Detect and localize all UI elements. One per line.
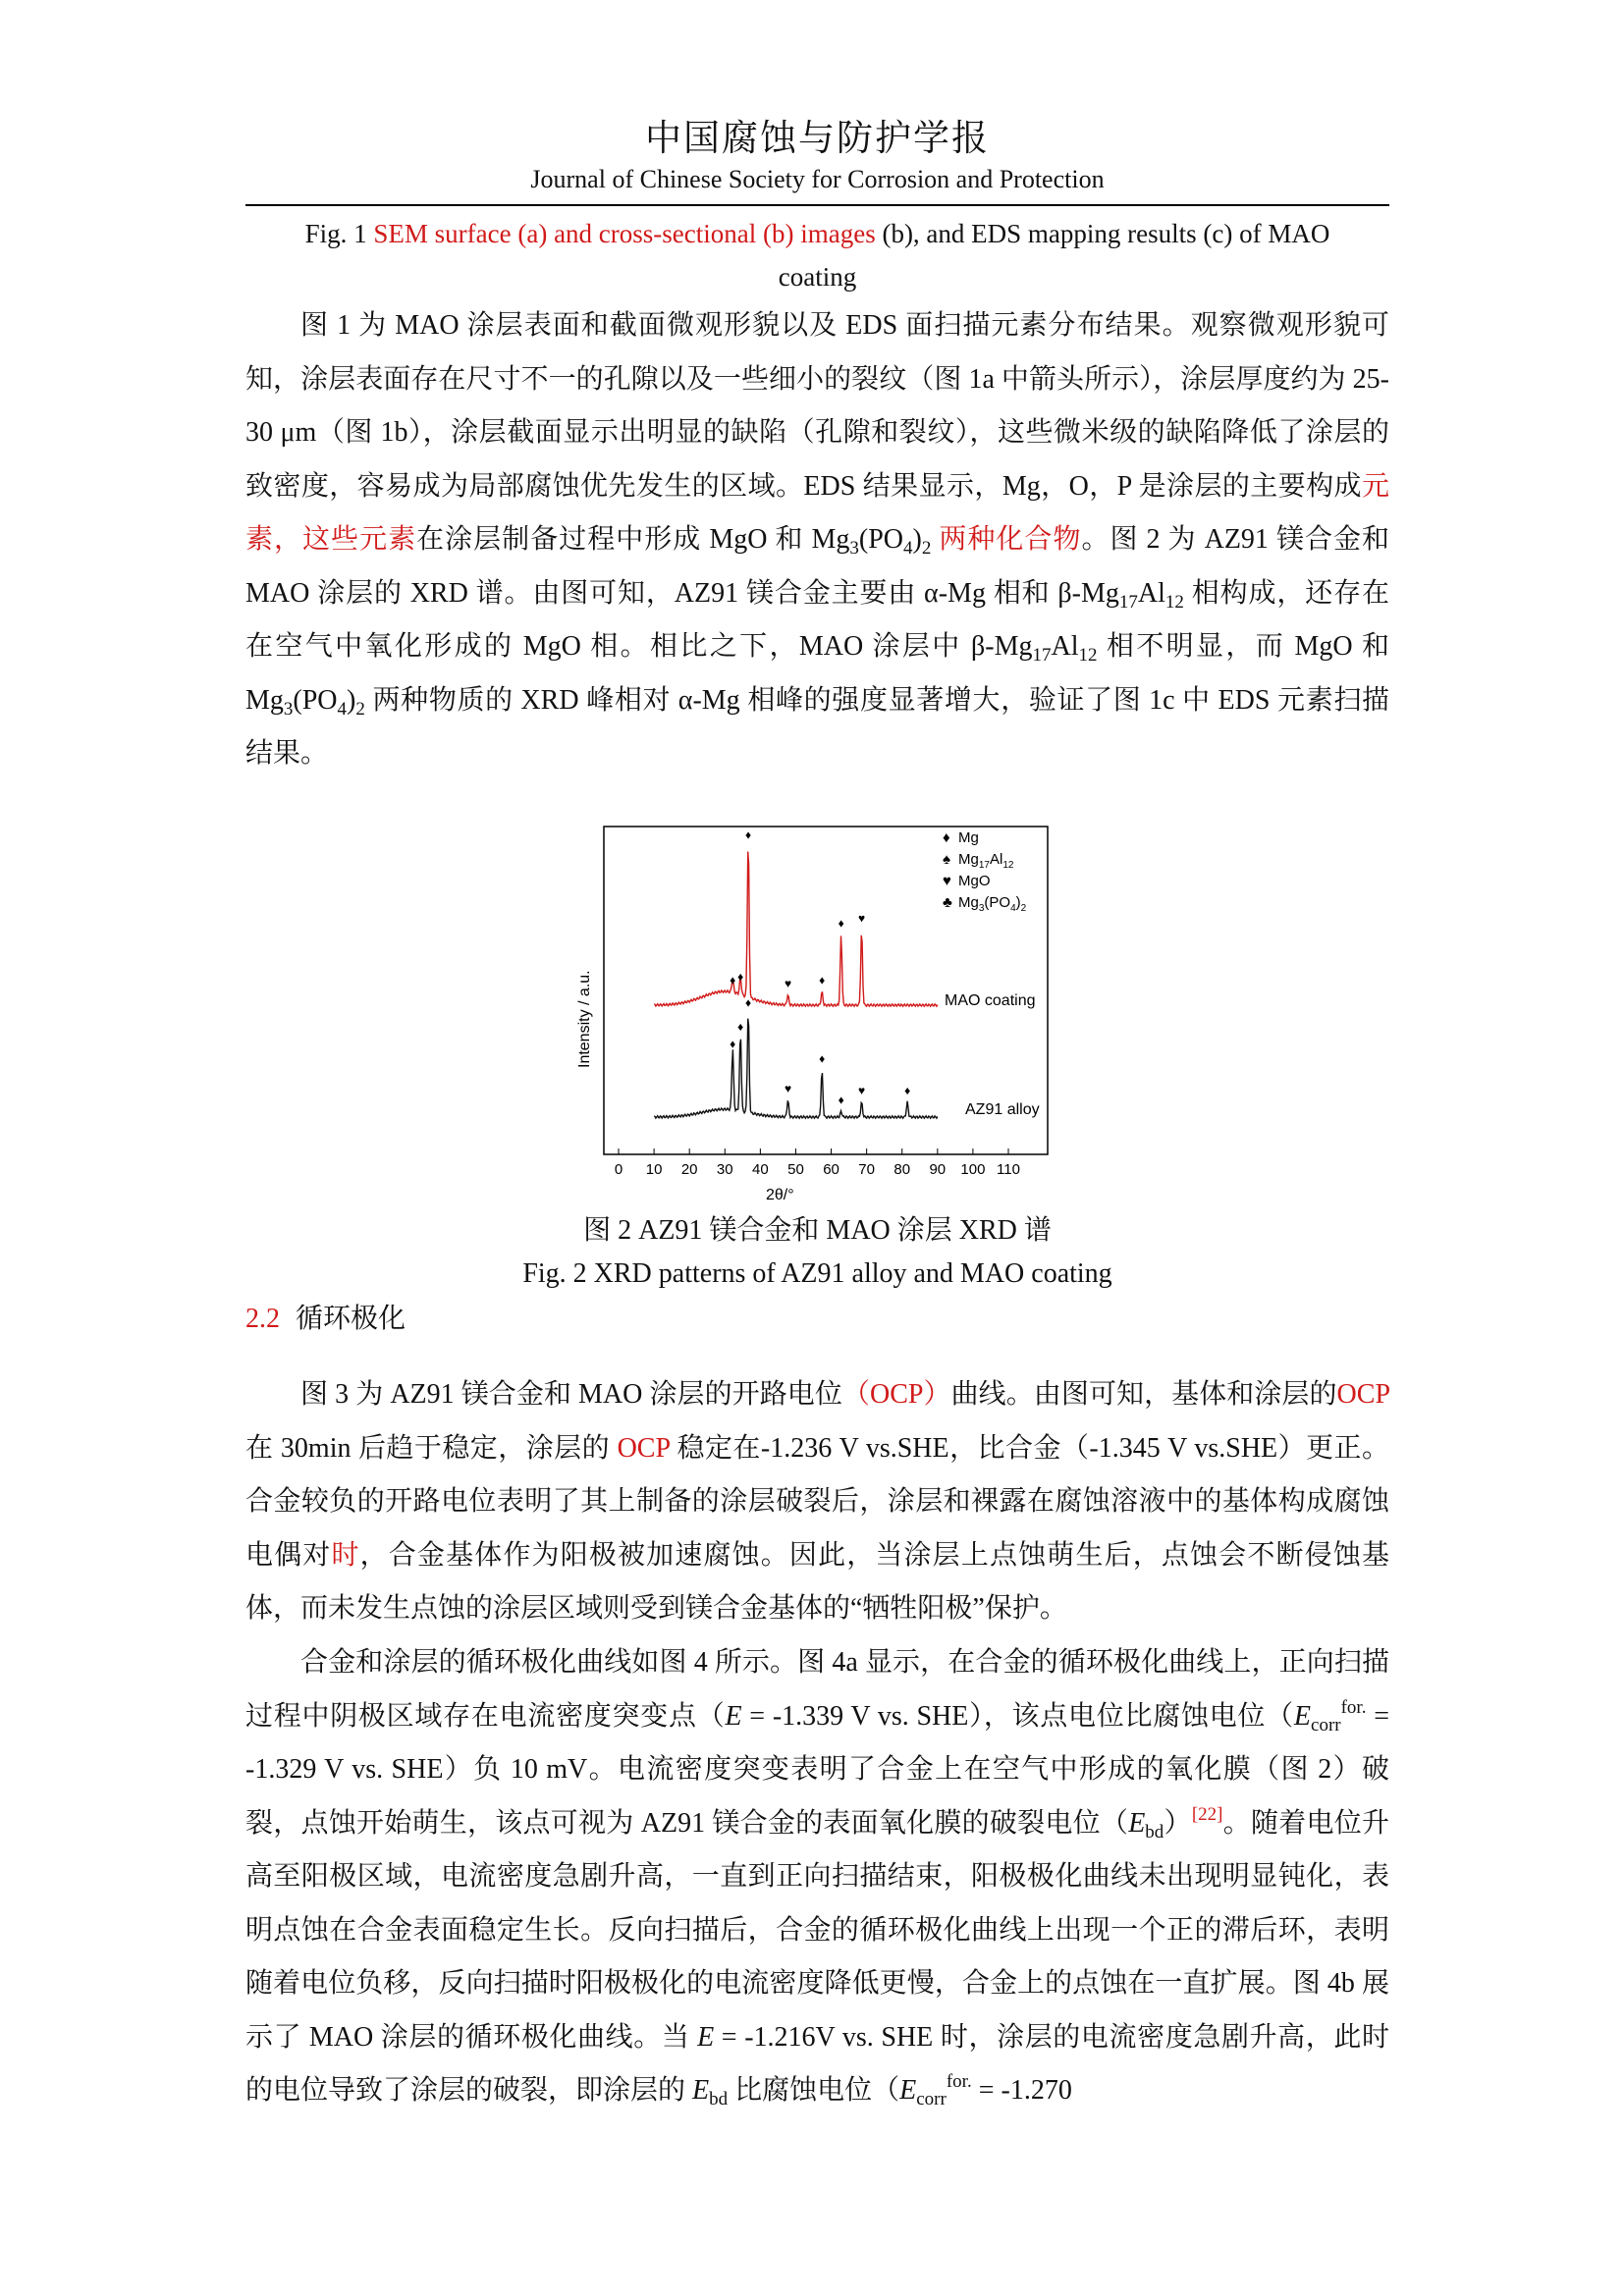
p2-text: 在 30min 后趋于稳定，涂层的 [245,1432,618,1464]
peak-marker: ♦ [838,916,844,931]
p1-sub: 2 [355,698,365,720]
paragraph-2 [245,1368,1389,1636]
peak-marker: ♦ [819,1051,826,1066]
x-tick-label: 10 [645,1161,663,1178]
legend-sub: 12 [1002,860,1014,871]
series-line-mao [654,852,938,1007]
legend-symbol-mg17al12: ♠ [943,851,950,868]
p3-text: = -1.329 V vs. SHE）负 10 mV。电流密度突变表明了合金上在空气中形成的氧化膜（图 2）破裂，点蚀开始萌生，该点可视为 AZ91 镁合金的表面氧化膜的破裂电位（ [245,1700,1389,1839]
legend-sub: 2 [1020,903,1027,914]
legend-label-mg3po42 [958,894,1027,914]
p1-sub: 12 [1078,645,1098,666]
p1-red-elements: 元素，这些元素 [245,470,1389,555]
peak-marker: ♥ [858,911,866,926]
p1-text: Al [1051,631,1079,662]
p2-red-ocp: OCP [617,1432,671,1464]
p3-symbol-e: E [692,2075,710,2106]
phase-markers [730,828,910,1107]
p2-text: 曲线。由图可知，基体和涂层的 [950,1379,1337,1410]
p1-text: 两种物质的 XRD 峰相对 α-Mg 相峰的强度显著增大，验证了图 1c 中 EDS 元素扫描结果。 [245,684,1389,769]
header-rule [245,204,1389,206]
p3-symbol-e: E [1128,1807,1146,1839]
legend-symbol-mg: ♦ [943,829,950,846]
peak-marker: ♦ [838,1093,844,1107]
p3-text: 比腐蚀电位（ [728,2075,900,2106]
p1-sub: 17 [1032,645,1052,666]
fig1-caption-prefix: Fig. 1 [304,219,374,248]
x-tick-label: 110 [997,1161,1020,1178]
legend-sub: 4 [1010,903,1016,914]
p2-text: 稳定在-1.236 V vs.SHE，比合金（-1.345 V vs.SHE）更正。合金较负的开路电位表明了其上制备的涂层破裂后，涂层和裸露在腐蚀溶液中的基体构成腐蚀电偶对 [245,1432,1390,1571]
peak-marker: ♦ [730,973,736,988]
p3-text: ） [1164,1807,1192,1839]
p3-sub: bd [709,2089,729,2109]
journal-title-en: Journal of Chinese Society for Corrosion and Protection [530,165,1105,193]
peak-marker: ♦ [819,973,826,988]
peak-marker: ♥ [784,976,792,990]
x-tick-label: 80 [893,1161,911,1178]
p1-text: (PO [293,684,338,716]
legend [943,829,1027,914]
paragraph-1 [245,299,1389,781]
peak-marker: ♦ [737,1020,744,1035]
p1-sub: 17 [1118,591,1138,613]
peak-marker: ♦ [745,995,752,1010]
x-tick-label: 100 [960,1161,986,1178]
p3-reference: [22] [1191,1803,1223,1825]
peak-marker: ♦ [904,1083,911,1097]
p1-sub: 3 [283,698,294,720]
p3-text: = -1.216V vs. SHE 时，涂层的电流密度急剧升高，此时的电位导致了涂层的破裂，即涂层的 [245,2021,1390,2106]
paragraph-3 [245,1636,1389,2118]
p3-sub: corr [1311,1714,1341,1735]
legend-symbol-mg3po42: ♣ [943,894,952,911]
fig1-caption [245,212,1389,298]
fig1-caption-highlight: SEM surface (a) and cross-sectional (b) images [373,219,876,248]
legend-text: Mg [958,851,979,868]
p2-text: 图 3 为 AZ91 镁合金和 MAO 涂层的开路电位 [300,1379,842,1410]
p2-red-ocp: OCP [1336,1379,1389,1410]
p3-sup: for. [1340,1696,1367,1718]
p2-red-time: 时 [331,1539,360,1571]
p1-sub: 4 [903,538,913,559]
p2-text: ，合金基体作为阳极被加速腐蚀。因此，当涂层上点蚀萌生后，点蚀会不断侵蚀基体，而未发生点蚀的涂层区域则受到镁合金基体的“牺牲阳极”保护。 [245,1539,1389,1624]
journal-title-cn: 中国腐蚀与防护学报 [645,119,990,159]
p1-text: 在涂层制备过程中形成 MgO 和 Mg [416,524,850,555]
p1-red-compounds: 两种化合物 [931,524,1082,555]
legend-sub: 3 [978,903,985,914]
x-tick-label: 90 [929,1161,947,1178]
x-tick-label: 30 [716,1161,733,1178]
legend-label-mg17al12 [958,851,1014,871]
peak-marker: ♦ [745,828,752,842]
p2-red-ocp: （OCP） [841,1379,951,1410]
p1-text: 相不明显，而 MgO 和 Mg [245,631,1389,716]
legend-text: Mg [958,894,979,911]
p1-text: (PO [858,524,904,555]
peak-marker: ♦ [730,1037,736,1051]
p3-symbol-e: E [899,2075,917,2106]
x-tick-label: 0 [614,1161,623,1178]
section-heading [245,1298,406,1341]
legend-text: (PO [984,894,1011,911]
x-tick-label: 60 [823,1161,839,1178]
x-tick-label: 70 [858,1161,875,1178]
section-title: 循环极化 [296,1304,406,1334]
p3-symbol-e: E [1293,1700,1312,1732]
fig2-caption-cn: 图 2 AZ91 镁合金和 MAO 涂层 XRD 谱 [583,1215,1052,1246]
p1-sub: 4 [337,698,348,720]
legend-text: Al [989,851,1003,868]
p3-symbol-e: E [725,1700,742,1732]
legend-symbol-mgo: ♥ [943,873,951,889]
fig1-caption-line2: coating [778,262,857,292]
p1-text: 。图 2 为 AZ91 镁合金和 MAO 涂层的 XRD 谱。由图可知，AZ91 镁合金主要由 α-Mg 相和 β-Mg [245,524,1389,609]
p1-sub: 12 [1164,591,1184,613]
legend-label-mg: Mg [958,829,979,846]
p1-text: 相构成，还存在在空气中氧化形成的 MgO 相。相比之下，MAO 涂层中 β-Mg [245,577,1389,662]
p1-text: ) [912,524,922,555]
y-axis-label: Intensity / a.u. [576,970,593,1068]
x-axis-ticks [615,1148,1020,1178]
peak-marker: ♦ [737,970,744,984]
series-label-mao: MAO coating [945,992,1036,1009]
p1-text: ) [347,684,356,716]
fig1-caption-rest: (b), and EDS mapping results (c) of MAO [875,219,1330,248]
xrd-figure [560,823,1070,1215]
p1-sub: 2 [921,538,932,559]
xrd-chart [560,823,1070,1215]
series-lines [654,852,938,1119]
p1-sub: 3 [849,538,859,559]
p3-sub: bd [1145,1821,1164,1842]
p3-text: = -1.270 [971,2075,1072,2106]
legend-label-mgo: MgO [958,873,991,889]
fig2-caption-en: Fig. 2 XRD patterns of AZ91 alloy and MAO coating [522,1258,1112,1289]
series-line-az91 [654,1019,938,1119]
x-tick-label: 20 [680,1161,698,1178]
series-label-az91: AZ91 alloy [965,1101,1040,1118]
p3-symbol-e: E [697,2021,715,2053]
x-axis-label: 2θ/° [766,1187,794,1203]
x-tick-label: 40 [752,1161,769,1178]
p3-text: 合金和涂层的循环极化曲线如图 4 所示。图 4a 显示，在合金的循环极化曲线上，正向扫描过程中阴极区域存在电流密度突变点（ [245,1647,1389,1732]
p3-sub: corr [916,2089,947,2109]
peak-marker: ♥ [858,1083,866,1097]
legend-sub: 17 [978,860,990,871]
x-tick-label: 50 [787,1161,804,1178]
p3-text: = -1.339 V vs. SHE），该点电位比腐蚀电位（ [741,1700,1294,1732]
p3-text: 。随着电位升高至阳极区域，电流密度急剧升高，一直到正向扫描结束，阳极极化曲线未出现明显钝化，表明点蚀在合金表面稳定生长。反向扫描后，合金的循环极化曲线上出现一个正的滞后环，表明随着电位负移，反向扫描时阳极极化的电流密度降低更慢，合金上的点蚀在一直扩展。图 4b 展示了 MAO 涂层的循环极化曲线。当 [245,1807,1389,2053]
journal-header [245,116,1389,196]
section-number: 2.2 [245,1304,280,1334]
p3-sup: for. [946,2071,972,2092]
peak-marker: ♥ [784,1081,792,1095]
p1-text: 图 1 为 MAO 涂层表面和截面微观形貌以及 EDS 面扫描元素分布结果。观察微观形貌可知，涂层表面存在尺寸不一的孔隙以及一些细小的裂纹（图 1a 中箭头所示），涂层厚度约为 25-30 μm（图 1b），涂层截面显示出明显的缺陷（孔隙和裂纹），这些微米级的缺陷降低了涂层的致密度，容易成为局部腐蚀优先发生的区域。EDS 结果显示，Mg，O，P 是涂层的主要构成 [245,310,1389,502]
p1-text: Al [1137,577,1165,609]
legend-text: ) [1015,894,1021,911]
